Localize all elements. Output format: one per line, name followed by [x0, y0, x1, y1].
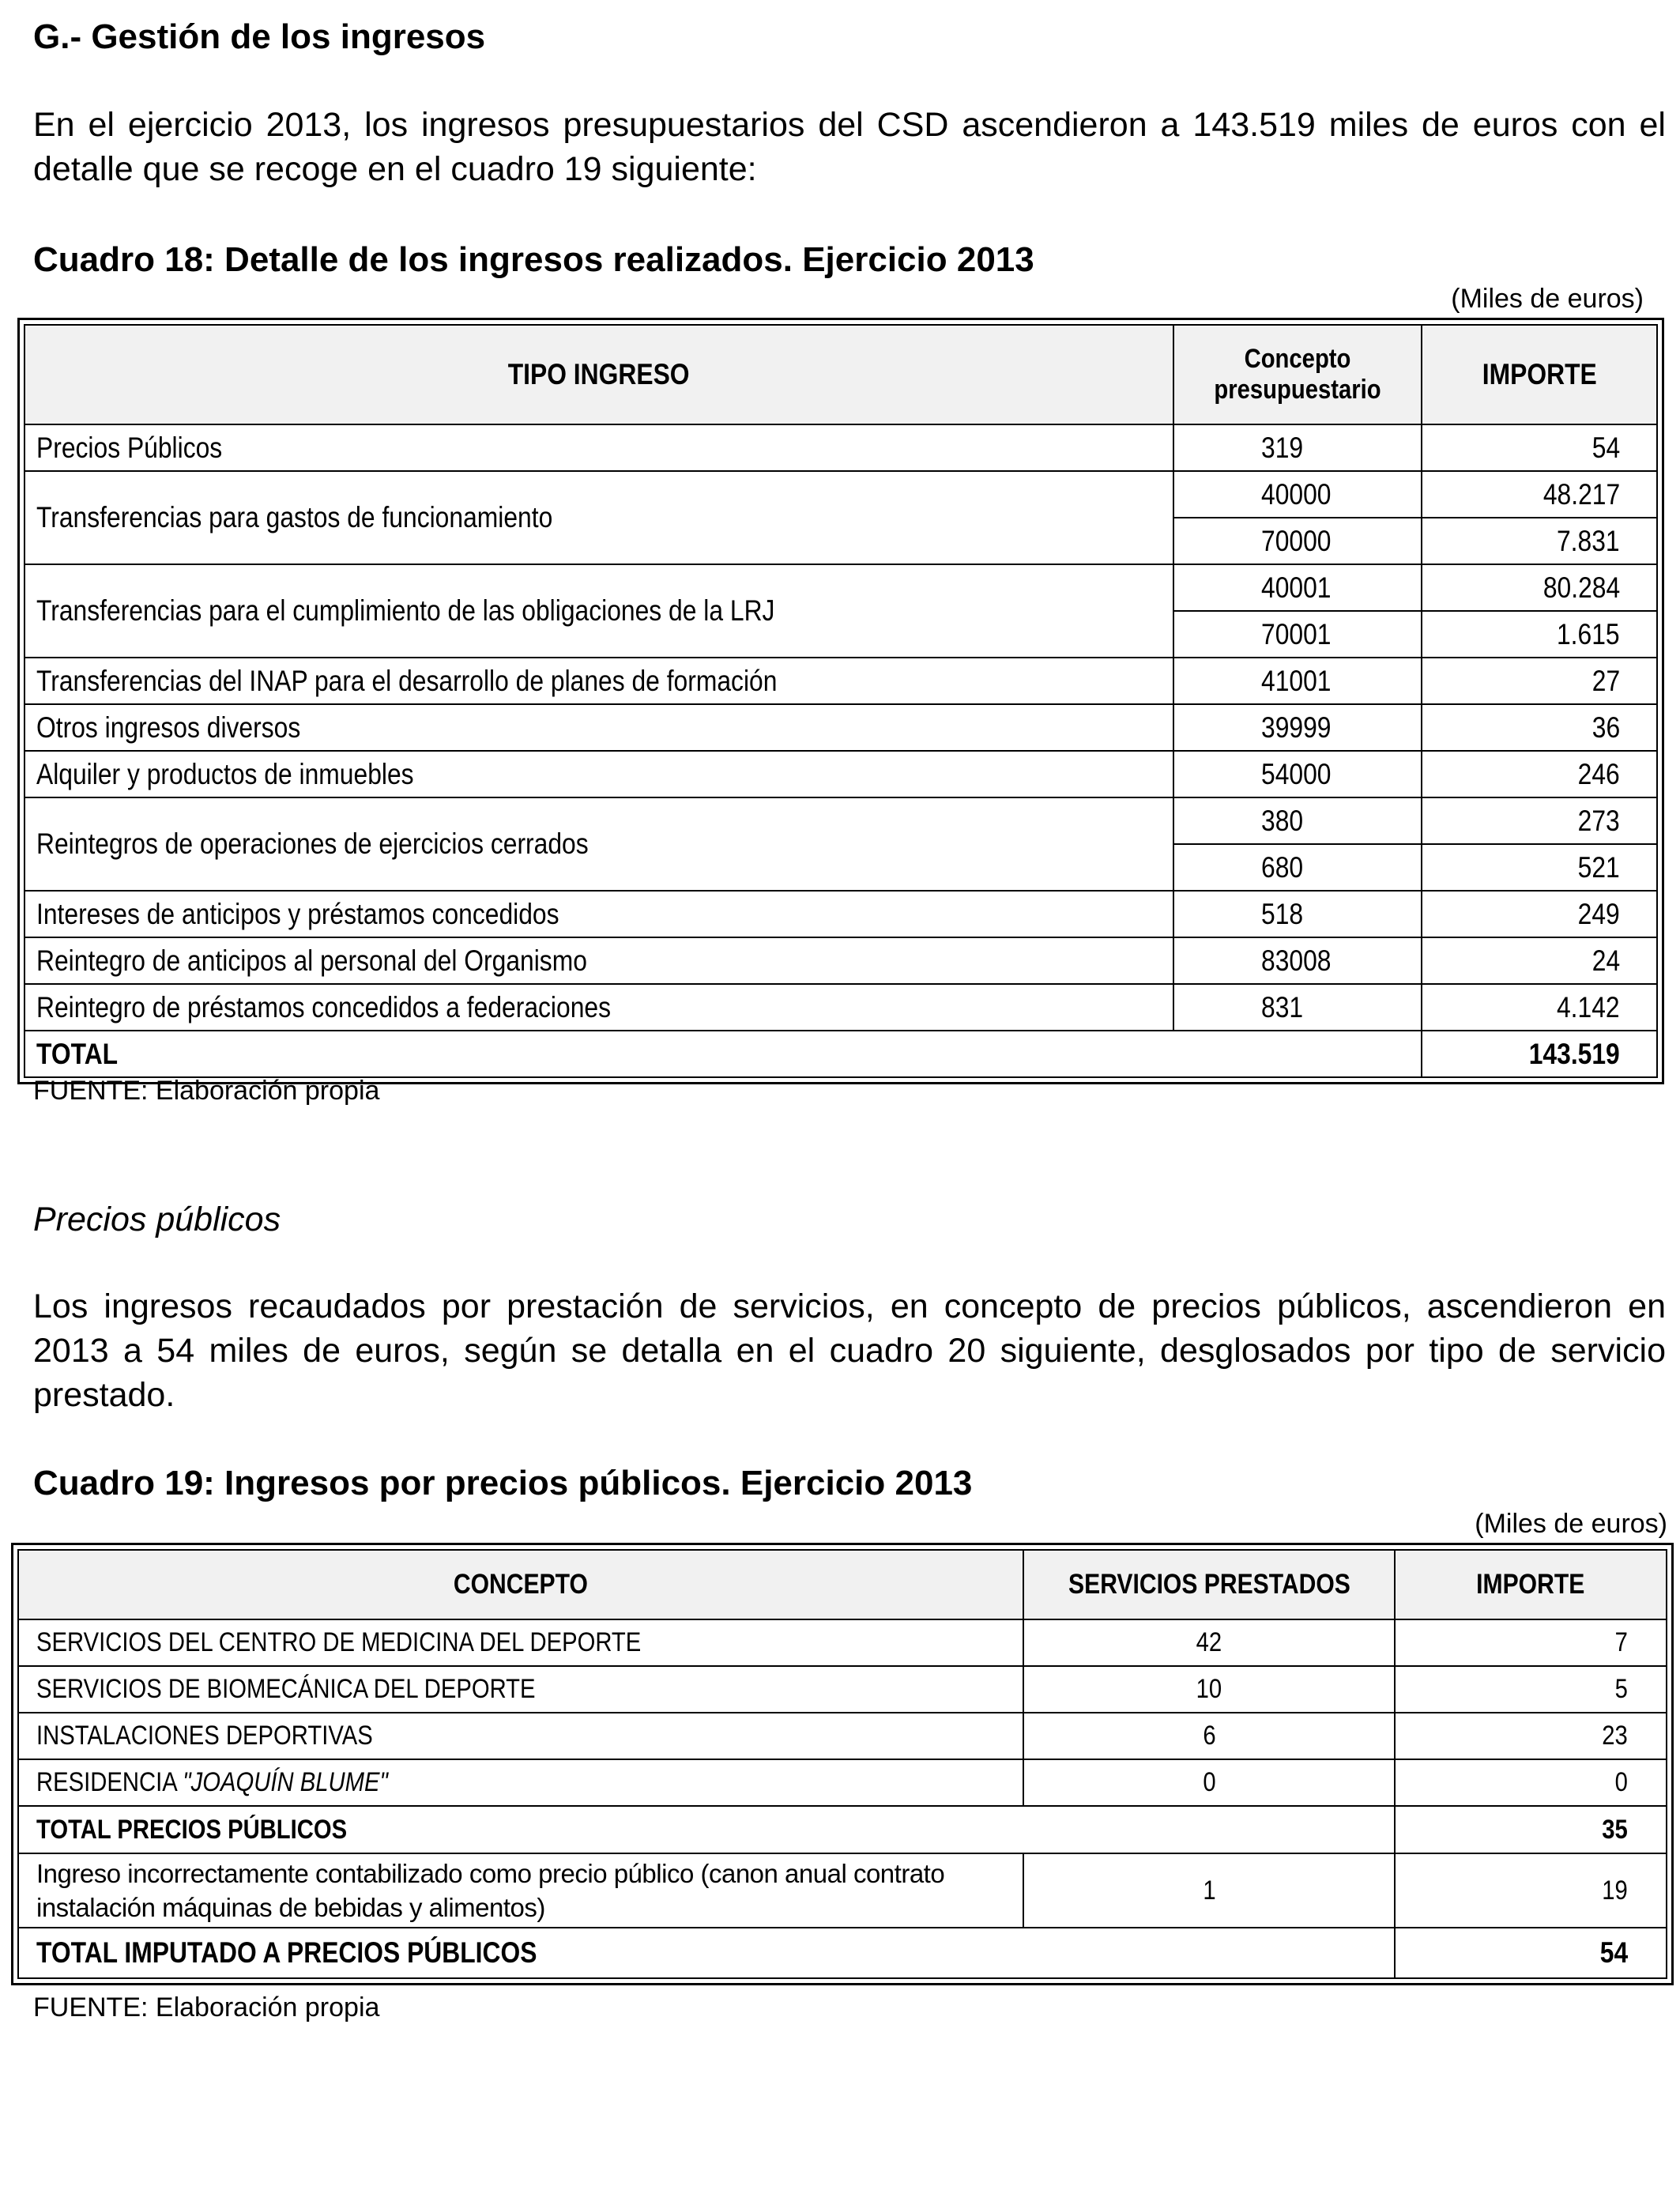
- header-servicios: SERVICIOS PRESTADOS: [1023, 1550, 1395, 1619]
- table-row: Transferencias para gastos de funcionamiento 40000 48.217: [24, 471, 1657, 518]
- header-concepto: CONCEPTO: [18, 1550, 1023, 1619]
- header-tipo: TIPO INGRESO: [24, 325, 1173, 424]
- table19-header-row: [18, 1550, 1667, 1619]
- table19-source: FUENTE: Elaboración propia: [33, 1992, 380, 2022]
- table19-total-row: TOTAL IMPUTADO A PRECIOS PÚBLICOS 54: [18, 1928, 1667, 1978]
- table19-subtotal-row: TOTAL PRECIOS PÚBLICOS 35: [18, 1806, 1667, 1853]
- table-row: Ingreso incorrectamente contabilizado como precio público (canon anual contrato instalación máquinas de bebidas y alimentos) 1 19: [18, 1853, 1667, 1928]
- table-row: Reintegro de préstamos concedidos a federaciones 831 4.142: [24, 984, 1657, 1031]
- table-row: RESIDENCIA "JOAQUÍN BLUME" 0 0: [18, 1759, 1667, 1806]
- table-row: Intereses de anticipos y préstamos concedidos 518 249: [24, 891, 1657, 937]
- total-value: 143.519: [1422, 1031, 1657, 1077]
- table-row: INSTALACIONES DEPORTIVAS 6 23: [18, 1713, 1667, 1759]
- precios-subtitle: Precios públicos: [33, 1201, 281, 1238]
- total-label: TOTAL: [24, 1031, 1422, 1077]
- table-row: SERVICIOS DEL CENTRO DE MEDICINA DEL DEPORTE 42 7: [18, 1619, 1667, 1666]
- table-row: Reintegros de operaciones de ejercicios cerrados 380 273: [24, 797, 1657, 844]
- table-row: Otros ingresos diversos 39999 36: [24, 704, 1657, 751]
- table18-source: FUENTE: Elaboración propia: [33, 1076, 380, 1106]
- intro-paragraph: En el ejercicio 2013, los ingresos presupuestarios del CSD ascendieron a 143.519 miles de euros con el detalle que se recoge en el cuadro 19 siguiente:: [33, 106, 1666, 188]
- table-row: Precios Públicos 319 54: [24, 424, 1657, 471]
- table-row: SERVICIOS DE BIOMECÁNICA DEL DEPORTE 10 5: [18, 1666, 1667, 1713]
- table18: [24, 324, 1658, 1078]
- table18-total-row: [24, 1031, 1657, 1077]
- table19-units: (Miles de euros): [1475, 1509, 1667, 1539]
- header-concepto: Concepto presupuestario: [1173, 325, 1422, 424]
- table-row: 680 521: [24, 844, 1657, 891]
- section-title: G.- Gestión de los ingresos: [33, 17, 486, 56]
- table-row: 70001 1.615: [24, 611, 1657, 658]
- precios-paragraph: Los ingresos recaudados por prestación de servicios, en concepto de precios públicos, ascendieron en 2013 a 54 miles de euros, según se detalla en el cuadro 20 siguiente, desglosados por tipo de servicio prestado.: [33, 1287, 1666, 1414]
- table-row: Transferencias para el cumplimiento de las obligaciones de la LRJ 40001 80.284: [24, 564, 1657, 611]
- table-row: Transferencias del INAP para el desarrollo de planes de formación 41001 27: [24, 658, 1657, 704]
- header-importe: IMPORTE: [1395, 1550, 1667, 1619]
- table18-caption: Cuadro 18: Detalle de los ingresos realizados. Ejercicio 2013: [33, 240, 1034, 279]
- header-importe: IMPORTE: [1422, 325, 1657, 424]
- table-row: Alquiler y productos de inmuebles 54000 246: [24, 751, 1657, 797]
- table-row: Reintegro de anticipos al personal del Organismo 83008 24: [24, 937, 1657, 984]
- table19-caption: Cuadro 19: Ingresos por precios públicos. Ejercicio 2013: [33, 1464, 973, 1502]
- table19: [17, 1549, 1667, 1979]
- table18-units: (Miles de euros): [1451, 284, 1644, 314]
- table18-header-row: [24, 325, 1657, 424]
- table-row: 70000 7.831: [24, 518, 1657, 564]
